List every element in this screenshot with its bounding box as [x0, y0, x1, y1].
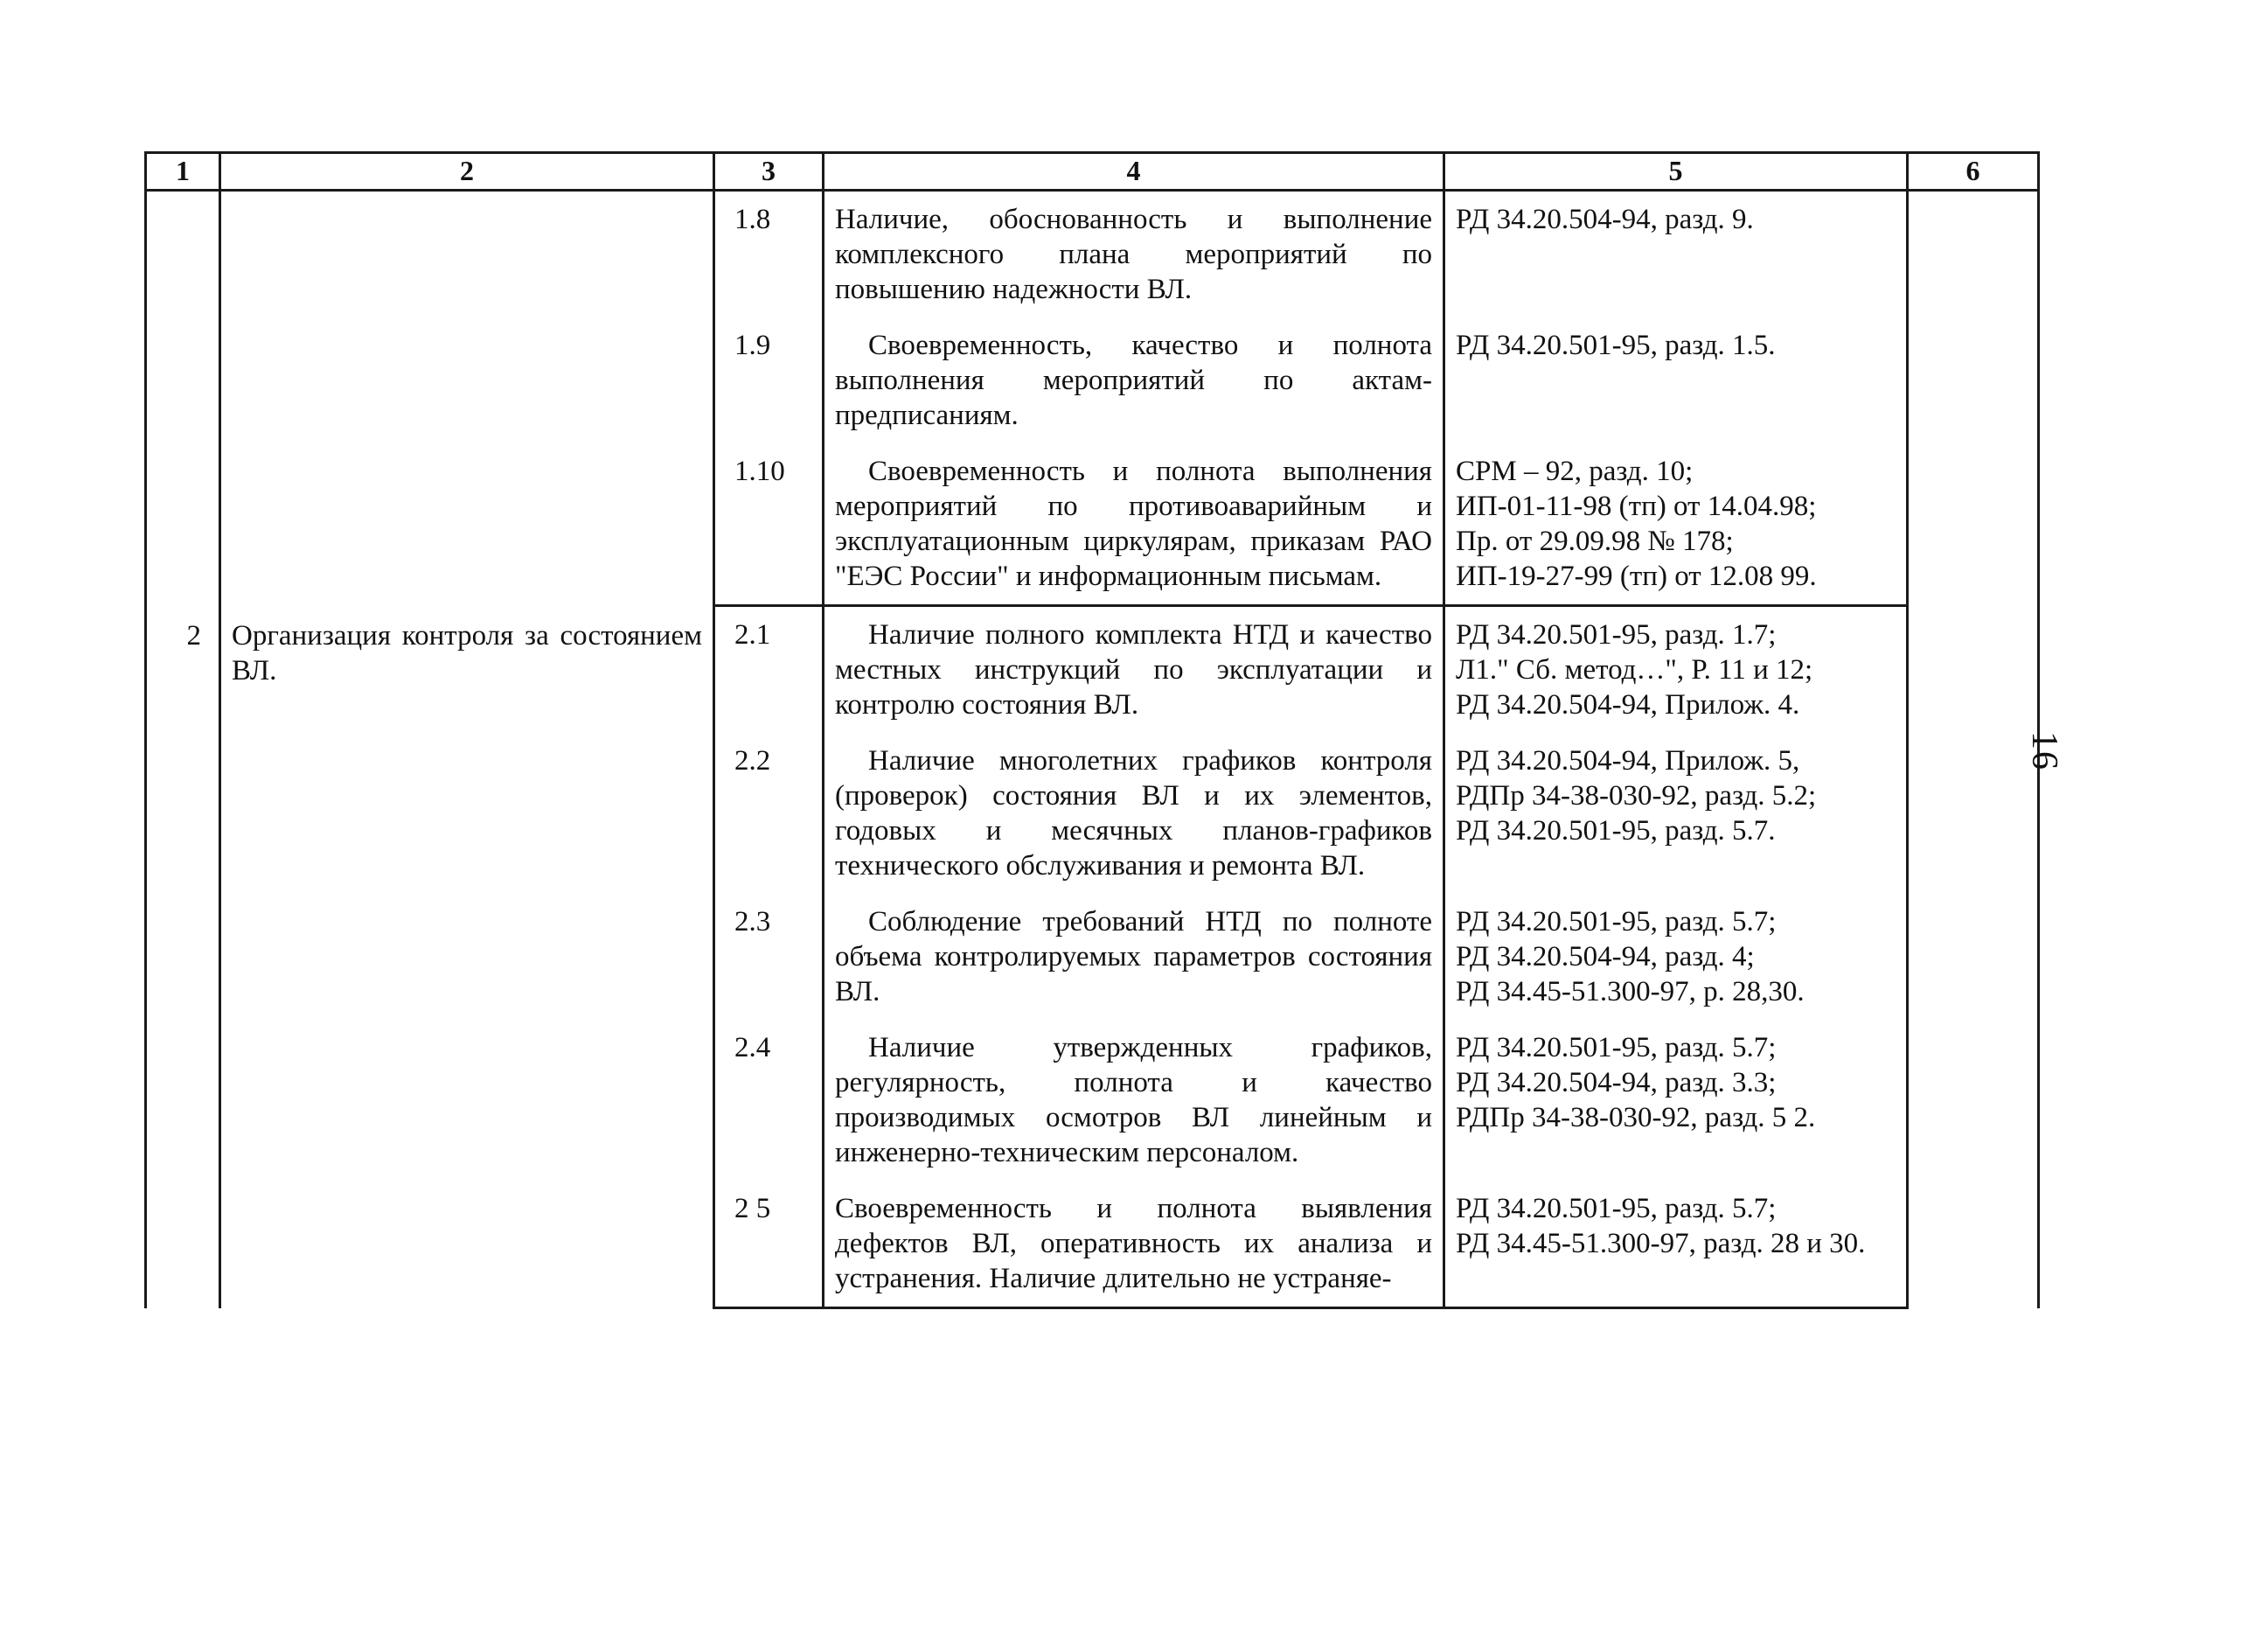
- reference-line: РД 34.45-51.300-97, р. 28,30.: [1456, 976, 1805, 1007]
- item-references: [1444, 1020, 1908, 1181]
- reference-line: РД 34.20.504-94, Прилож. 5,: [1456, 745, 1800, 777]
- item-number: 2.3: [714, 894, 824, 1020]
- reference-line: РД 34.45-51.300-97, разд. 28 и 30.: [1456, 1228, 1866, 1259]
- reference-line: РД 34.20.504-94, разд. 9.: [1456, 204, 1754, 235]
- item-number: 1.8: [714, 191, 824, 318]
- reference-line: РД 34.20.504-94, разд. 3.3;: [1456, 1067, 1777, 1098]
- header-col-6: 6: [1908, 153, 2039, 191]
- reference-line: ИП-01-11-98 (тп) от 14.04.98;: [1456, 491, 1817, 522]
- reference-line: СРМ – 92, разд. 10;: [1456, 456, 1694, 487]
- item-description: [824, 1181, 1444, 1308]
- reference-line: РД 34.20.501-95, разд. 5.7;: [1456, 1193, 1777, 1224]
- item-number: 2.4: [714, 1020, 824, 1181]
- header-col-1: 1: [146, 153, 220, 191]
- item-description: [824, 894, 1444, 1020]
- table-header: [146, 153, 2039, 191]
- item-number: 1.9: [714, 317, 824, 443]
- item-references: [1444, 1181, 1908, 1308]
- item-references: [1444, 606, 1908, 734]
- table-body: [146, 191, 2039, 1308]
- item-description: [824, 733, 1444, 894]
- item-text: Наличие полного комплекта НТД и качество местных инструкций по эксплуатации и контролю состояния ВЛ.: [835, 619, 1432, 721]
- item-text: Наличие утвержденных графиков, регулярность, полнота и качество производимых осмотров ВЛ линейным и инженерно-техническим персоналом.: [835, 1032, 1432, 1168]
- item-number: 2.1: [714, 606, 824, 734]
- reference-line: РД 34.20.504-94, разд. 4;: [1456, 941, 1755, 972]
- section-title: [220, 191, 714, 606]
- header-col-2: 2: [220, 153, 714, 191]
- item-description: [824, 191, 1444, 318]
- item-references: [1444, 733, 1908, 894]
- header-row: [146, 153, 2039, 191]
- item-description: [824, 317, 1444, 443]
- reference-line: Пр. от 29.09.98 № 178;: [1456, 526, 1734, 557]
- table-row: [146, 191, 2039, 318]
- item-text: Соблюдение требований НТД по полноте объема контролируемых параметров состояния ВЛ.: [835, 906, 1432, 1007]
- section-number: [146, 191, 220, 606]
- notes-cell: [1908, 606, 2039, 1308]
- item-references: [1444, 191, 1908, 318]
- item-number: 2 5: [714, 1181, 824, 1308]
- header-col-5: 5: [1444, 153, 1908, 191]
- reference-line: РД 34.20.501-95, разд. 5.7.: [1456, 815, 1776, 847]
- header-col-3: 3: [714, 153, 824, 191]
- reference-line: Л1." Сб. метод…", Р. 11 и 12;: [1456, 654, 1813, 686]
- item-references: [1444, 443, 1908, 606]
- item-text: Наличие, обоснованность и выполнение комплексного плана мероприятий по повышению надежности ВЛ.: [835, 204, 1432, 305]
- reference-line: РД 34.20.501-95, разд. 1.7;: [1456, 619, 1777, 651]
- item-number: 1.10: [714, 443, 824, 606]
- table-row: [146, 606, 2039, 734]
- item-number: 2.2: [714, 733, 824, 894]
- item-text: Своевременность и полнота выполнения мероприятий по противоаварийным и эксплуатационным циркулярам, приказам РАО "ЕЭС России" и информационным письмам.: [835, 456, 1432, 592]
- item-description: [824, 606, 1444, 734]
- reference-line: РД 34.20.501-95, разд. 5.7;: [1456, 906, 1777, 937]
- reference-line: РД 34.20.504-94, Прилож. 4.: [1456, 689, 1800, 721]
- reference-line: РДПр 34-38-030-92, разд. 5 2.: [1456, 1102, 1816, 1133]
- item-text: Своевременность, качество и полнота выполнения мероприятий по актам-предписаниям.: [835, 330, 1432, 431]
- item-text: Своевременность и полнота выявления дефектов ВЛ, оперативность их анализа и устранения. Наличие длительно не устраняе-: [835, 1193, 1432, 1294]
- item-references: [1444, 317, 1908, 443]
- item-references: [1444, 894, 1908, 1020]
- reference-line: РД 34.20.501-95, разд. 1.5.: [1456, 330, 1776, 361]
- reference-line: ИП-19-27-99 (тп) от 12.08 99.: [1456, 561, 1817, 592]
- header-col-4: 4: [824, 153, 1444, 191]
- item-text: Наличие многолетних графиков контроля (проверок) состояния ВЛ и их элементов, годовых и месячных планов-графиков технического обслуживания и ремонта ВЛ.: [835, 745, 1432, 882]
- item-description: [824, 1020, 1444, 1181]
- page-number: 16: [2024, 731, 2064, 771]
- section-number: 2: [146, 606, 220, 1308]
- requirements-table: [144, 151, 2040, 1309]
- reference-line: РДПр 34-38-030-92, разд. 5.2;: [1456, 780, 1817, 812]
- section-title: Организация контроля за состоянием ВЛ.: [220, 606, 714, 1308]
- reference-line: РД 34.20.501-95, разд. 5.7;: [1456, 1032, 1777, 1063]
- notes-cell: [1908, 191, 2039, 606]
- item-description: [824, 443, 1444, 606]
